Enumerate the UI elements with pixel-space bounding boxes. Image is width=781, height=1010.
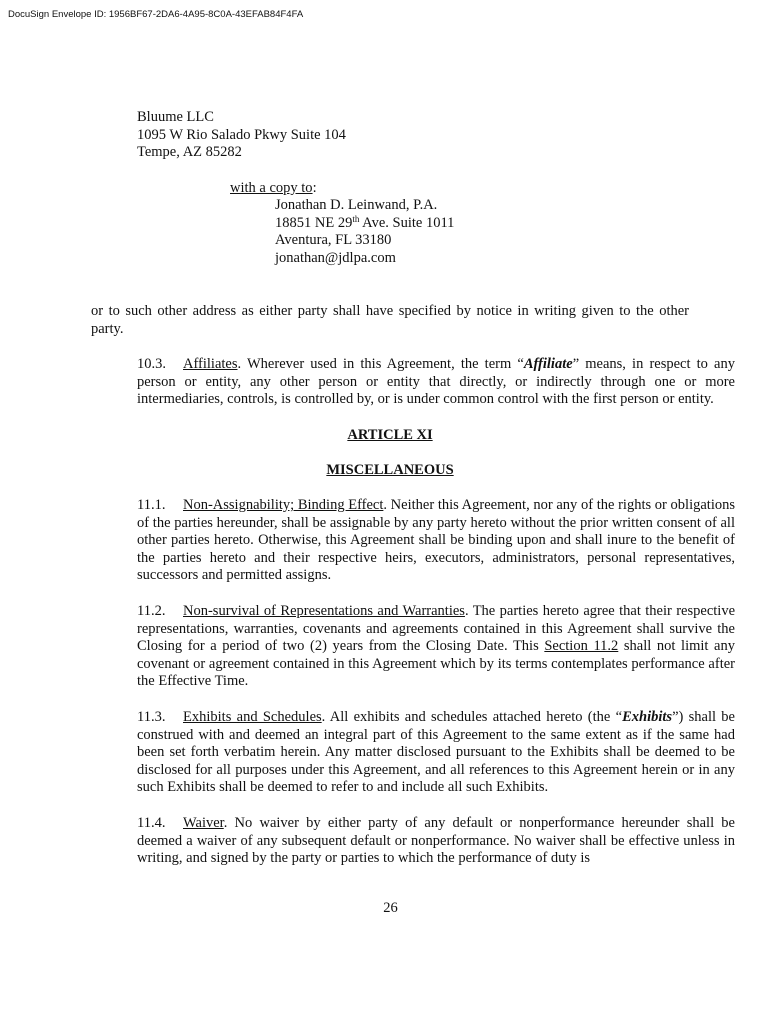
copy-to-text: with a copy to: [230, 180, 313, 196]
article-title: MISCELLANEOUS: [326, 462, 454, 478]
copy-address: [275, 197, 454, 267]
copy-to-label: [230, 180, 317, 198]
address-line-1: Bluume LLC: [137, 109, 214, 125]
copy-city: Aventura, FL 33180: [275, 232, 392, 249]
page-number: 26: [383, 900, 398, 916]
copy-street-rest: Ave. Suite 1011: [359, 214, 455, 231]
copy-email: jonathan@jdlpa.com: [275, 249, 396, 266]
section-10-3: [91, 356, 735, 409]
section-11-2-number: 11.2.: [137, 603, 166, 619]
copy-name: Jonathan D. Leinwand, P.A.: [275, 197, 438, 213]
copy-street-suffix: th: [352, 213, 360, 224]
recipient-address: [137, 109, 346, 162]
section-11-4: [91, 815, 735, 868]
section-11-4-title: Waiver: [183, 815, 224, 831]
section-11-2-title: Non-survival of Representations and Warranties: [183, 603, 465, 619]
section-11-1-number: 11.1.: [137, 497, 166, 513]
docusign-envelope-id: DocuSign Envelope ID: 1956BF67-2DA6-4A95-8C0A-43EFAB84F4FA: [8, 9, 304, 20]
copy-street-number: 18851 NE 29: [275, 214, 353, 231]
section-10-3-text-a: . Wherever used in this Agreement, the term “: [237, 356, 524, 372]
section-11-3-text-b: ”) shall be construed with and deemed an integral part of this Agreement to the same extent as if the same had been set forth verbatim herein. Any matter disclosed pursuant to the Exhibits shall be deemed to be disclosed for all purposes under this Agreement, and all references to this Agreement herein or in any such Exhibits shall be deemed to refer to and include all such Exhibits.: [137, 709, 735, 796]
section-11-3-number: 11.3.: [137, 709, 166, 725]
section-11-2-text-b: shall not limit any covenant or agreement contained in this Agreement which by its terms contemplates performance after the Effective Time.: [137, 638, 735, 690]
section-11-1-text: . Neither this Agreement, nor any of the rights or obligations of the parties hereunder, shall be assignable by any party hereto without the prior written consent of all other parties hereto. Otherwise, this Agreement shall be binding upon and shall inure to the benefit of the parties hereto and their respective heirs, executors, administrators, personal representatives, successors and permitted assigns.: [137, 497, 735, 584]
section-11-3-title: Exhibits and Schedules: [183, 709, 322, 725]
section-11-3-text-a: . All exhibits and schedules attached hereto (the “: [321, 709, 623, 725]
section-11-1-title: Non-Assignability; Binding Effect: [183, 497, 384, 513]
article-heading: ARTICLE XI: [347, 427, 433, 443]
address-line-3: Tempe, AZ 85282: [137, 144, 242, 161]
section-10-3-text-b: ” means, in respect to any person or entity, any other person or entity that directly, or indirectly through one or more intermediaries, controls, is controlled by, or is under common control with the first person or entity.: [137, 356, 735, 408]
section-11-2: [91, 603, 735, 691]
section-11-3-term: Exhibits: [622, 709, 673, 725]
section-11-3: [91, 709, 735, 797]
address-line-2: 1095 W Rio Salado Pkwy Suite 104: [137, 126, 346, 143]
section-11-2-text-a: . The parties hereto agree that their respective representations, warranties, covenants and agreements contained in this Agreement shall survive the Closing for a period of two (2) years from the Closing Date. This: [137, 603, 735, 655]
section-11-1: [91, 497, 735, 585]
section-11-2-reference: Section 11.2: [544, 638, 619, 655]
section-10-3-title: Affiliates: [183, 356, 238, 372]
section-11-4-text: . No waiver by either party of any default or nonperformance hereunder shall be deemed a waiver of any subsequent default or nonperformance. No waiver shall be effective unless in writing, and signed by the party or parties to which the performance of duty is: [137, 815, 735, 867]
copy-street: [275, 215, 454, 233]
copy-to-colon: :: [312, 180, 317, 196]
section-11-4-number: 11.4.: [137, 815, 166, 831]
notice-tail-paragraph: or to such other address as either party shall have specified by notice in writing given to the other party.: [91, 303, 689, 337]
section-10-3-term: Affiliate: [523, 356, 573, 372]
section-10-3-number: 10.3.: [137, 356, 166, 372]
